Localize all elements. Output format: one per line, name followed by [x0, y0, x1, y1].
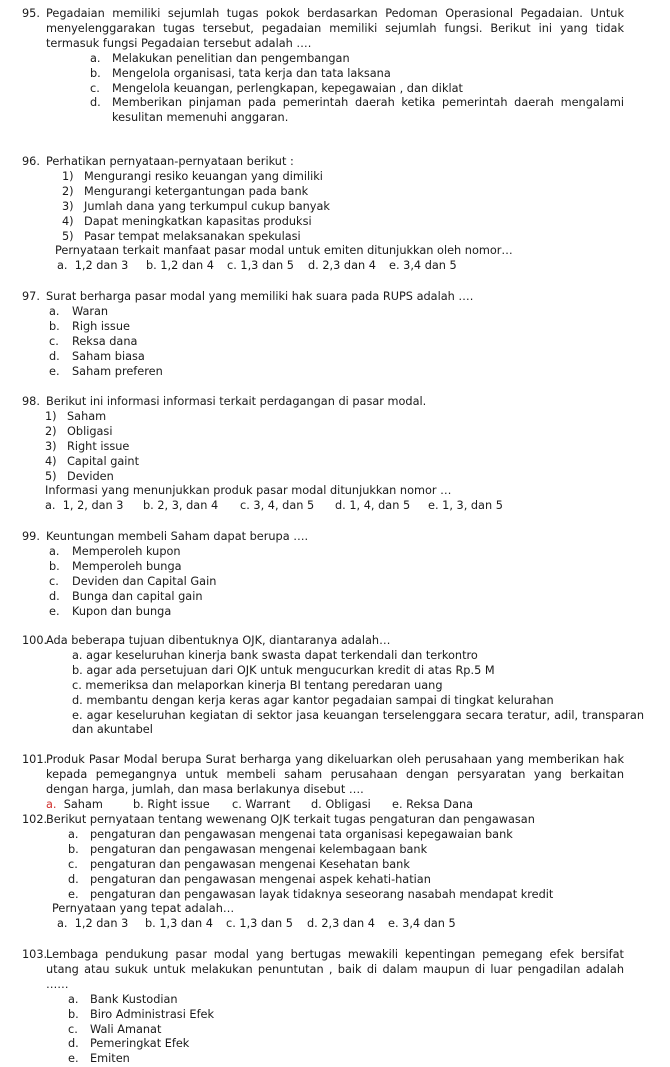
question-text: Berikut pernyataan tentang wewenang OJK terkait tugas pengaturan dan pengawasan	[46, 813, 535, 826]
option-e[interactable]	[0, 1052, 670, 1067]
option-text: Memberikan pinjaman pada pemerintah daerah ketika pemerintah daerah mengalami kesulitan memenuhi anggaran.	[112, 96, 624, 125]
option-d[interactable]	[307, 917, 375, 932]
statement-d	[0, 873, 670, 888]
option-text: Memperoleh kupon	[72, 544, 181, 558]
option-text: Righ issue	[72, 319, 130, 333]
statement-text: pengaturan dan pengawasan mengenai Kesehatan bank	[90, 857, 410, 871]
option-text: 1,2 dan 3	[74, 259, 129, 273]
option-text: 1, 2, dan 3	[62, 499, 124, 513]
option-text: 3,4 dan 5	[402, 917, 456, 931]
statement-label: 3)	[62, 199, 74, 213]
option-label: c.	[68, 1022, 78, 1036]
prompt-text: Pernyataan yang tepat adalah…	[52, 902, 235, 916]
option-text: agar keseluruhan kegiatan di sektor jasa keuangan terselenggara secara teratur, adil, transparan dan akuntabel	[72, 708, 645, 737]
statement-text: pengaturan dan pengawasan mengenai tata organisasi kepegawaian bank	[90, 827, 513, 841]
statement-4	[0, 455, 670, 470]
statement-label: 5)	[45, 469, 57, 483]
option-label: c.	[226, 917, 236, 931]
option-a[interactable]	[45, 499, 123, 514]
option-text: 1,3 dan 5	[239, 917, 293, 931]
statement-c	[0, 858, 670, 873]
question-96	[0, 155, 670, 274]
option-b[interactable]	[143, 499, 218, 514]
options-row	[0, 798, 670, 813]
statement-label: d.	[68, 872, 79, 886]
option-d[interactable]	[0, 96, 670, 126]
option-b[interactable]	[133, 798, 210, 813]
option-text: 1,2 dan 4	[160, 259, 214, 273]
option-label: e.	[49, 604, 60, 618]
option-text: 1, 3, dan 5	[442, 499, 503, 513]
option-text: Memperoleh bunga	[72, 559, 182, 573]
option-text: Reksa Dana	[406, 797, 474, 811]
option-text: agar ada persetujuan dari OJK untuk mengucurkan kredit di atas Rp.5 M	[86, 663, 495, 677]
statement-a	[0, 828, 670, 843]
question-text: Perhatikan pernyataan-pernyataan berikut :	[46, 155, 294, 168]
option-label: c.	[90, 81, 100, 95]
option-text: Mengelola keuangan, perlengkapan, kepegawaian , dan diklat	[112, 81, 463, 95]
option-c[interactable]	[227, 259, 294, 274]
option-label: a.	[90, 51, 101, 65]
question-stem	[0, 155, 670, 170]
option-text: Biro Administrasi Efek	[90, 1007, 215, 1021]
option-text: 2,3 dan 4	[322, 259, 376, 273]
option-c[interactable]	[0, 679, 670, 694]
statement-text: Saham	[67, 409, 107, 423]
option-label: a.	[57, 917, 68, 931]
option-a[interactable]	[0, 993, 670, 1008]
option-label: b.	[143, 499, 154, 513]
option-label: e.	[68, 1052, 79, 1066]
option-text: Saham biasa	[72, 349, 145, 363]
option-label: b.	[145, 917, 156, 931]
option-label: e.	[72, 708, 83, 722]
options-row	[0, 259, 670, 274]
question-95	[0, 7, 670, 126]
option-label: b.	[72, 663, 83, 677]
question-text: Produk Pasar Modal berupa Surat berharga yang dikeluarkan oleh perusahaan yang memberikan hak kepada pemegangnya untuk membeli saham perusahaan dengan persyaratan yang berkaitan dengan harga, jumlah, dan masa berlakunya disebut ….	[46, 753, 624, 796]
option-label: e.	[392, 797, 403, 811]
option-text: Obligasi	[325, 797, 371, 811]
option-a[interactable]	[0, 649, 670, 664]
option-text: 1,3 dan 5	[240, 259, 294, 273]
option-label: d.	[49, 589, 60, 603]
statement-1	[0, 170, 670, 185]
statement-label: 1)	[45, 409, 57, 423]
option-e[interactable]	[389, 259, 457, 274]
option-label: d.	[90, 96, 101, 110]
option-label: c.	[227, 259, 237, 273]
option-a[interactable]	[0, 305, 670, 320]
statement-text: Obligasi	[67, 424, 113, 438]
question-stem	[0, 530, 670, 545]
statement-b	[0, 843, 670, 858]
option-text: Wali Amanat	[90, 1022, 162, 1036]
statement-label: 4)	[62, 214, 74, 228]
question-99	[0, 530, 670, 619]
option-label: e.	[49, 364, 60, 378]
option-text: memeriksa dan melaporkan kinerja BI tentang peredaran uang	[85, 678, 443, 692]
options-row	[0, 917, 670, 932]
statement-label: 2)	[45, 424, 57, 438]
option-a[interactable]	[0, 52, 670, 67]
prompt-text: Informasi yang menunjukkan produk pasar modal ditunjukkan nomor …	[45, 484, 452, 498]
statement-label: 3)	[45, 439, 57, 453]
question-stem	[0, 813, 670, 828]
statement-text: Capital gaint	[67, 454, 140, 468]
question-prompt	[0, 484, 670, 499]
options-row	[0, 499, 670, 514]
option-text: Reksa dana	[72, 334, 138, 348]
statement-text: Right issue	[67, 439, 130, 453]
statement-4	[0, 215, 670, 230]
question-number: 98.	[22, 395, 40, 408]
question-stem	[0, 7, 670, 52]
question-text: Keuntungan membeli Saham dapat berupa ….	[46, 530, 309, 543]
question-number: 100.	[22, 634, 48, 647]
question-103	[0, 948, 670, 1067]
option-b[interactable]	[0, 67, 670, 82]
statement-text: Deviden	[67, 469, 114, 483]
option-label: b.	[49, 319, 60, 333]
statement-label: e.	[68, 887, 79, 901]
option-label: b.	[133, 797, 144, 811]
option-text: Saham preferen	[72, 364, 163, 378]
statement-text: Pasar tempat melaksanakan spekulasi	[84, 229, 301, 243]
option-label: d.	[311, 797, 322, 811]
question-text: Ada beberapa tujuan dibentuknya OJK, diantaranya adalah…	[46, 634, 391, 647]
option-label: d.	[308, 259, 319, 273]
option-text: Pemeringkat Efek	[90, 1037, 190, 1051]
question-stem	[0, 634, 670, 649]
question-text: Pegadaian memiliki sejumlah tugas pokok berdasarkan Pedoman Operasional Pegadaian. Untuk menyelenggarakan tugas tersebut, pegadaian memiliki sejumlah fungsi. Berikut ini yang tidak termasuk fungsi Pegadaian tersebut adalah ….	[46, 7, 624, 50]
statement-text: Jumlah dana yang terkumpul cukup banyak	[84, 199, 330, 213]
option-a[interactable]	[57, 259, 128, 274]
option-label: a.	[45, 499, 56, 513]
option-d[interactable]	[0, 350, 670, 365]
option-text: 1,3 dan 4	[159, 917, 213, 931]
option-text: Warrant	[245, 797, 291, 811]
question-number: 97.	[22, 290, 40, 303]
option-label: e.	[428, 499, 439, 513]
option-d[interactable]	[0, 590, 670, 605]
question-text: Surat berharga pasar modal yang memiliki hak suara pada RUPS adalah ….	[46, 290, 474, 303]
statement-label: a.	[68, 827, 79, 841]
question-stem	[0, 395, 670, 410]
statement-text: Dapat meningkatkan kapasitas produksi	[84, 214, 312, 228]
statement-text: pengaturan dan pengawasan mengenai kelembagaan bank	[90, 842, 428, 856]
option-text: Bank Kustodian	[90, 992, 178, 1006]
option-label: a.	[72, 648, 83, 662]
option-e[interactable]	[0, 709, 670, 739]
question-stem	[0, 948, 670, 993]
question-stem	[0, 753, 670, 798]
statement-label: c.	[68, 857, 78, 871]
option-text: 2,3 dan 4	[321, 917, 375, 931]
option-label: a.	[68, 992, 79, 1006]
option-text: Deviden dan Capital Gain	[72, 574, 217, 588]
statement-5	[0, 230, 670, 245]
question-number: 102.	[22, 813, 48, 826]
option-c[interactable]	[226, 917, 293, 932]
statement-label: b.	[68, 842, 79, 856]
question-102	[0, 813, 670, 932]
option-text: Saham	[63, 797, 103, 811]
option-text: Right issue	[147, 797, 210, 811]
option-c[interactable]	[0, 82, 670, 97]
option-e[interactable]	[428, 499, 503, 514]
option-label: b.	[68, 1007, 79, 1021]
option-a[interactable]	[0, 545, 670, 560]
option-label: a.	[49, 304, 60, 318]
statement-text: pengaturan dan pengawasan mengenai aspek kehati-hatian	[90, 872, 431, 886]
option-a[interactable]	[57, 917, 128, 932]
option-label: d.	[307, 917, 318, 931]
option-text: membantu dengan kerja keras agar kantor pegadaian sampai di tingkat kelurahan	[86, 693, 554, 707]
option-label: c.	[49, 334, 59, 348]
option-b[interactable]	[0, 1008, 670, 1023]
option-label: c.	[232, 797, 242, 811]
statement-text: Mengurangi ketergantungan pada bank	[84, 184, 309, 198]
statement-2	[0, 185, 670, 200]
question-101	[0, 753, 670, 813]
statement-5	[0, 470, 670, 485]
option-e[interactable]	[392, 798, 473, 813]
option-text: 2, 3, dan 4	[157, 499, 219, 513]
option-label: d.	[68, 1037, 79, 1051]
option-c[interactable]	[240, 499, 314, 514]
option-label: c.	[49, 574, 59, 588]
prompt-text: Pernyataan terkait manfaat pasar modal untuk emiten ditunjukkan oleh nomor…	[55, 244, 513, 258]
option-b[interactable]	[146, 259, 214, 274]
question-number: 96.	[22, 155, 40, 168]
option-b[interactable]	[145, 917, 213, 932]
option-label: a.	[49, 544, 60, 558]
option-c[interactable]	[0, 575, 670, 590]
question-98	[0, 395, 670, 514]
statement-e	[0, 888, 670, 903]
option-text: agar keseluruhan kinerja bank swasta dapat terkendali dan terkontro	[86, 648, 478, 662]
option-c[interactable]	[0, 1023, 670, 1038]
question-prompt	[0, 244, 670, 259]
option-d[interactable]	[308, 259, 376, 274]
option-b[interactable]	[0, 664, 670, 679]
option-text: 3,4 dan 5	[403, 259, 457, 273]
question-prompt	[0, 902, 670, 917]
statement-1	[0, 410, 670, 425]
question-text: Lembaga pendukung pasar modal yang bertugas mewakili kepentingan pemegang efek bersifat utang atau sukuk untuk melakukan penuntutan , baik di dalam maupun di luar pengadilan adalah ……	[46, 948, 624, 991]
option-label: b.	[90, 66, 101, 80]
question-number: 99.	[22, 530, 40, 543]
option-e[interactable]	[0, 605, 670, 620]
option-e[interactable]	[388, 917, 456, 932]
option-d[interactable]	[0, 694, 670, 709]
option-d[interactable]	[0, 1037, 670, 1052]
option-label: e.	[389, 259, 400, 273]
option-label: e.	[388, 917, 399, 931]
option-label: d.	[49, 349, 60, 363]
option-label: b.	[49, 559, 60, 573]
question-number: 95.	[22, 7, 40, 20]
option-b[interactable]	[0, 320, 670, 335]
option-b[interactable]	[0, 560, 670, 575]
option-d[interactable]	[311, 798, 371, 813]
option-e[interactable]	[0, 365, 670, 380]
question-text: Berikut ini informasi informasi terkait perdagangan di pasar modal.	[46, 395, 427, 408]
option-text: 1, 4, dan 5	[349, 499, 411, 513]
option-label: a.	[46, 797, 57, 811]
statement-label: 5)	[62, 229, 74, 243]
option-text: Waran	[72, 304, 109, 318]
statement-label: 1)	[62, 169, 74, 183]
option-text: Kupon dan bunga	[72, 604, 172, 618]
option-c[interactable]	[0, 335, 670, 350]
option-text: Mengelola organisasi, tata kerja dan tata laksana	[112, 66, 391, 80]
option-text: 1,2 dan 3	[74, 917, 129, 931]
option-label: c.	[72, 678, 82, 692]
question-97	[0, 290, 670, 379]
option-text: Melakukan penelitian dan pengembangan	[112, 51, 350, 65]
option-label: b.	[146, 259, 157, 273]
option-label: d.	[72, 693, 83, 707]
option-c[interactable]	[232, 798, 290, 813]
option-label: d.	[335, 499, 346, 513]
statement-label: 4)	[45, 454, 57, 468]
option-text: Bunga dan capital gain	[72, 589, 203, 603]
option-text: Emiten	[90, 1052, 130, 1066]
question-number: 103.	[22, 948, 48, 961]
statement-label: 2)	[62, 184, 74, 198]
statement-3	[0, 200, 670, 215]
question-stem	[0, 290, 670, 305]
option-a[interactable]	[46, 798, 103, 813]
option-label: a.	[57, 259, 68, 273]
statement-3	[0, 440, 670, 455]
statement-text: pengaturan dan pengawasan layak tidaknya seseorang nasabah mendapat kredit	[90, 887, 554, 901]
option-d[interactable]	[335, 499, 410, 514]
statement-2	[0, 425, 670, 440]
option-label: c.	[240, 499, 250, 513]
question-100	[0, 634, 670, 738]
question-number: 101.	[22, 753, 48, 766]
statement-text: Mengurangi resiko keuangan yang dimiliki	[84, 169, 323, 183]
option-text: 3, 4, dan 5	[253, 499, 315, 513]
